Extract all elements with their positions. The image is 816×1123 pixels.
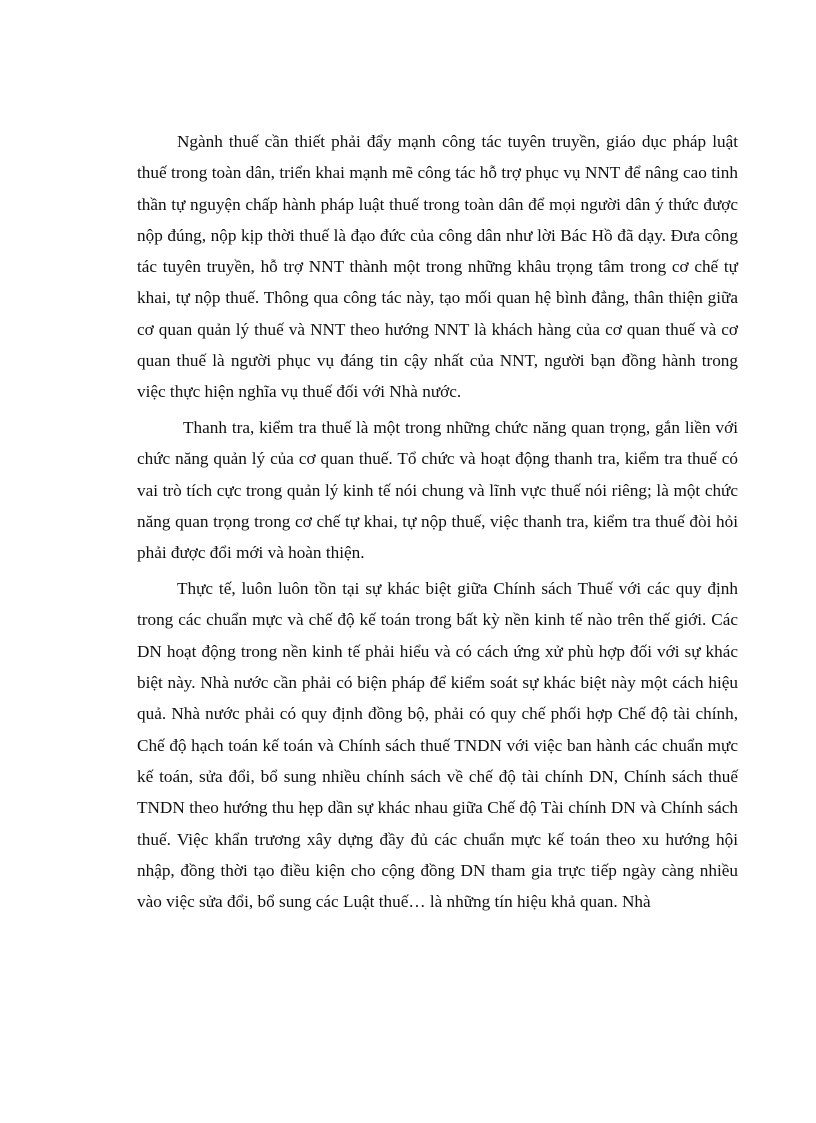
document-page (137, 126, 738, 922)
paragraph-accounting-differences: Thực tế, luôn luôn tồn tại sự khác biệt giữa Chính sách Thuế với các quy định trong các chuẩn mực và chế độ kế toán trong bất kỳ nền kinh tế nào trên thế giới. Các DN hoạt động trong nền kinh tế phải hiểu và có cách ứng xử phù hợp đối với sự khác biệt này. Nhà nước cần phải có biện pháp để kiểm soát sự khác biệt này một cách hiệu quả. Nhà nước phải có quy định đồng bộ, phải có quy chế phối hợp Chế độ tài chính, Chế độ hạch toán kế toán và Chính sách thuế TNDN với việc ban hành các chuẩn mực kế toán, sửa đổi, bổ sung nhiều chính sách về chế độ tài chính DN, Chính sách thuế TNDN theo hướng thu hẹp dần sự khác nhau giữa Chế độ Tài chính DN và Chính sách thuế. Việc khẩn trương xây dựng đầy đủ các chuẩn mực kế toán theo xu hướng hội nhập, đồng thời tạo điều kiện cho cộng đồng DN tham gia trực tiếp ngày càng nhiều vào việc sửa đổi, bổ sung các Luật thuế… là những tín hiệu khả quan. Nhà (137, 579, 738, 912)
paragraph-tax-inspection: Thanh tra, kiểm tra thuế là một trong những chức năng quan trọng, gắn liền với chức năng quản lý của cơ quan thuế. Tổ chức và hoạt động thanh tra, kiểm tra thuế có vai trò tích cực trong quản lý kinh tế nói chung và lĩnh vực thuế nói riêng; là một chức năng quan trọng trong cơ chế tự khai, tự nộp thuế, việc thanh tra, kiểm tra thuế đòi hỏi phải được đổi mới và hoàn thiện. (137, 418, 738, 563)
paragraph-tax-propaganda: Ngành thuế cần thiết phải đẩy mạnh công tác tuyên truyền, giáo dục pháp luật thuế trong toàn dân, triển khai mạnh mẽ công tác hỗ trợ phục vụ NNT để nâng cao tinh thần tự nguyện chấp hành pháp luật thuế trong toàn dân để mọi người dân ý thức được nộp đúng, nộp kịp thời thuế là đạo đức của công dân như lời Bác Hồ đã dạy. Đưa công tác tuyên truyền, hỗ trợ NNT thành một trong những khâu trọng tâm trong cơ chế tự khai, tự nộp thuế. Thông qua công tác này, tạo mối quan hệ bình đẳng, thân thiện giữa cơ quan quản lý thuế và NNT theo hướng NNT là khách hàng của cơ quan thuế và cơ quan thuế là người phục vụ đáng tin cậy nhất của NNT, người bạn đồng hành trong việc thực hiện nghĩa vụ thuế đối với Nhà nước. (137, 132, 738, 402)
